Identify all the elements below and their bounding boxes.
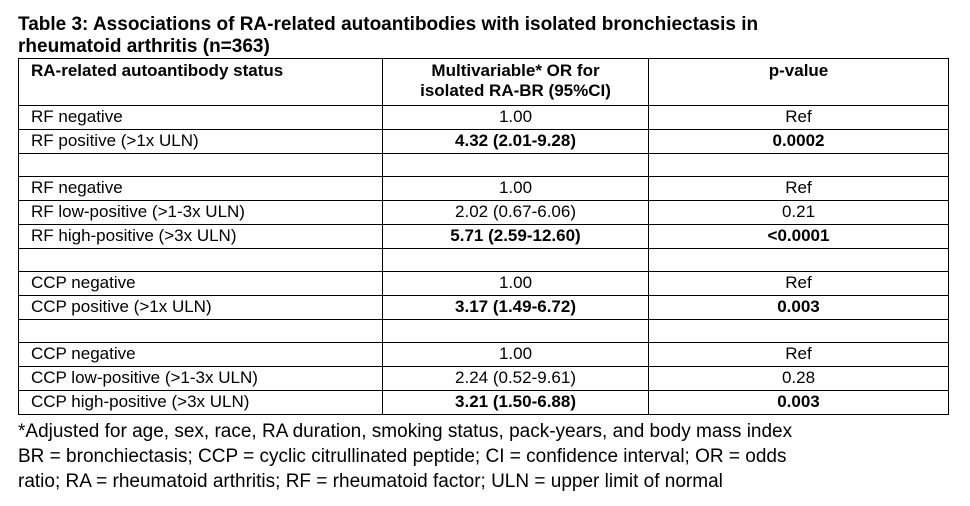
table-row (19, 201, 949, 225)
row-odds-ratio: 1.00 (383, 343, 649, 367)
table-document (18, 14, 948, 494)
row-odds-ratio: 4.32 (2.01-9.28) (383, 130, 649, 154)
spacer-row (19, 320, 949, 343)
row-odds-ratio: 3.21 (1.50-6.88) (383, 391, 649, 415)
table-title-line2: rheumatoid arthritis (n=363) (18, 36, 270, 57)
spacer-row (19, 154, 949, 177)
row-p-value: 0.28 (649, 367, 949, 391)
row-odds-ratio: 2.02 (0.67-6.06) (383, 201, 649, 225)
table-row (19, 106, 949, 130)
row-p-value: 0.003 (649, 296, 949, 320)
table-title-line1: Table 3: Associations of RA-related autoantibodies with isolated bronchiectasis in (18, 14, 759, 35)
header-odds-ratio-line2: isolated RA-BR (95%CI) (420, 81, 611, 100)
row-p-value: <0.0001 (649, 225, 949, 249)
footnote-abbreviations-line2: ratio; RA = rheumatoid arthritis; RF = rheumatoid factor; ULN = upper limit of normal (18, 471, 723, 492)
row-p-value: 0.0002 (649, 130, 949, 154)
table-row (19, 343, 949, 367)
row-odds-ratio: 3.17 (1.49-6.72) (383, 296, 649, 320)
row-label: CCP negative (19, 343, 383, 367)
row-odds-ratio: 1.00 (383, 272, 649, 296)
row-p-value: 0.003 (649, 391, 949, 415)
header-odds-ratio-line1: Multivariable* OR for (431, 61, 600, 80)
row-label: CCP high-positive (>3x ULN) (19, 391, 383, 415)
table-row (19, 296, 949, 320)
row-p-value: Ref (649, 272, 949, 296)
table-row (19, 130, 949, 154)
row-odds-ratio: 5.71 (2.59-12.60) (383, 225, 649, 249)
results-table (18, 58, 949, 415)
table-row (19, 391, 949, 415)
row-label: RF low-positive (>1-3x ULN) (19, 201, 383, 225)
table-row (19, 272, 949, 296)
table-footnotes (18, 419, 948, 494)
row-p-value: 0.21 (649, 201, 949, 225)
row-label: CCP positive (>1x ULN) (19, 296, 383, 320)
footnote-adjustment: *Adjusted for age, sex, race, RA duration, smoking status, pack-years, and body mass index (18, 421, 793, 442)
header-odds-ratio (383, 59, 649, 106)
row-label: RF negative (19, 177, 383, 201)
row-label: CCP negative (19, 272, 383, 296)
row-label: RF high-positive (>3x ULN) (19, 225, 383, 249)
table-row (19, 367, 949, 391)
table-row (19, 177, 949, 201)
row-odds-ratio: 1.00 (383, 177, 649, 201)
row-odds-ratio: 1.00 (383, 106, 649, 130)
table-row (19, 225, 949, 249)
row-odds-ratio: 2.24 (0.52-9.61) (383, 367, 649, 391)
table-title (18, 14, 948, 58)
footnote-abbreviations-line1: BR = bronchiectasis; CCP = cyclic citrullinated peptide; CI = confidence interval; OR = odds (18, 446, 787, 467)
row-label: RF positive (>1x ULN) (19, 130, 383, 154)
spacer-row (19, 249, 949, 272)
header-p-value: p-value (649, 59, 949, 106)
header-row (19, 59, 949, 106)
row-p-value: Ref (649, 177, 949, 201)
row-p-value: Ref (649, 106, 949, 130)
row-label: CCP low-positive (>1-3x ULN) (19, 367, 383, 391)
row-label: RF negative (19, 106, 383, 130)
header-autoantibody-status: RA-related autoantibody status (19, 59, 383, 106)
row-p-value: Ref (649, 343, 949, 367)
